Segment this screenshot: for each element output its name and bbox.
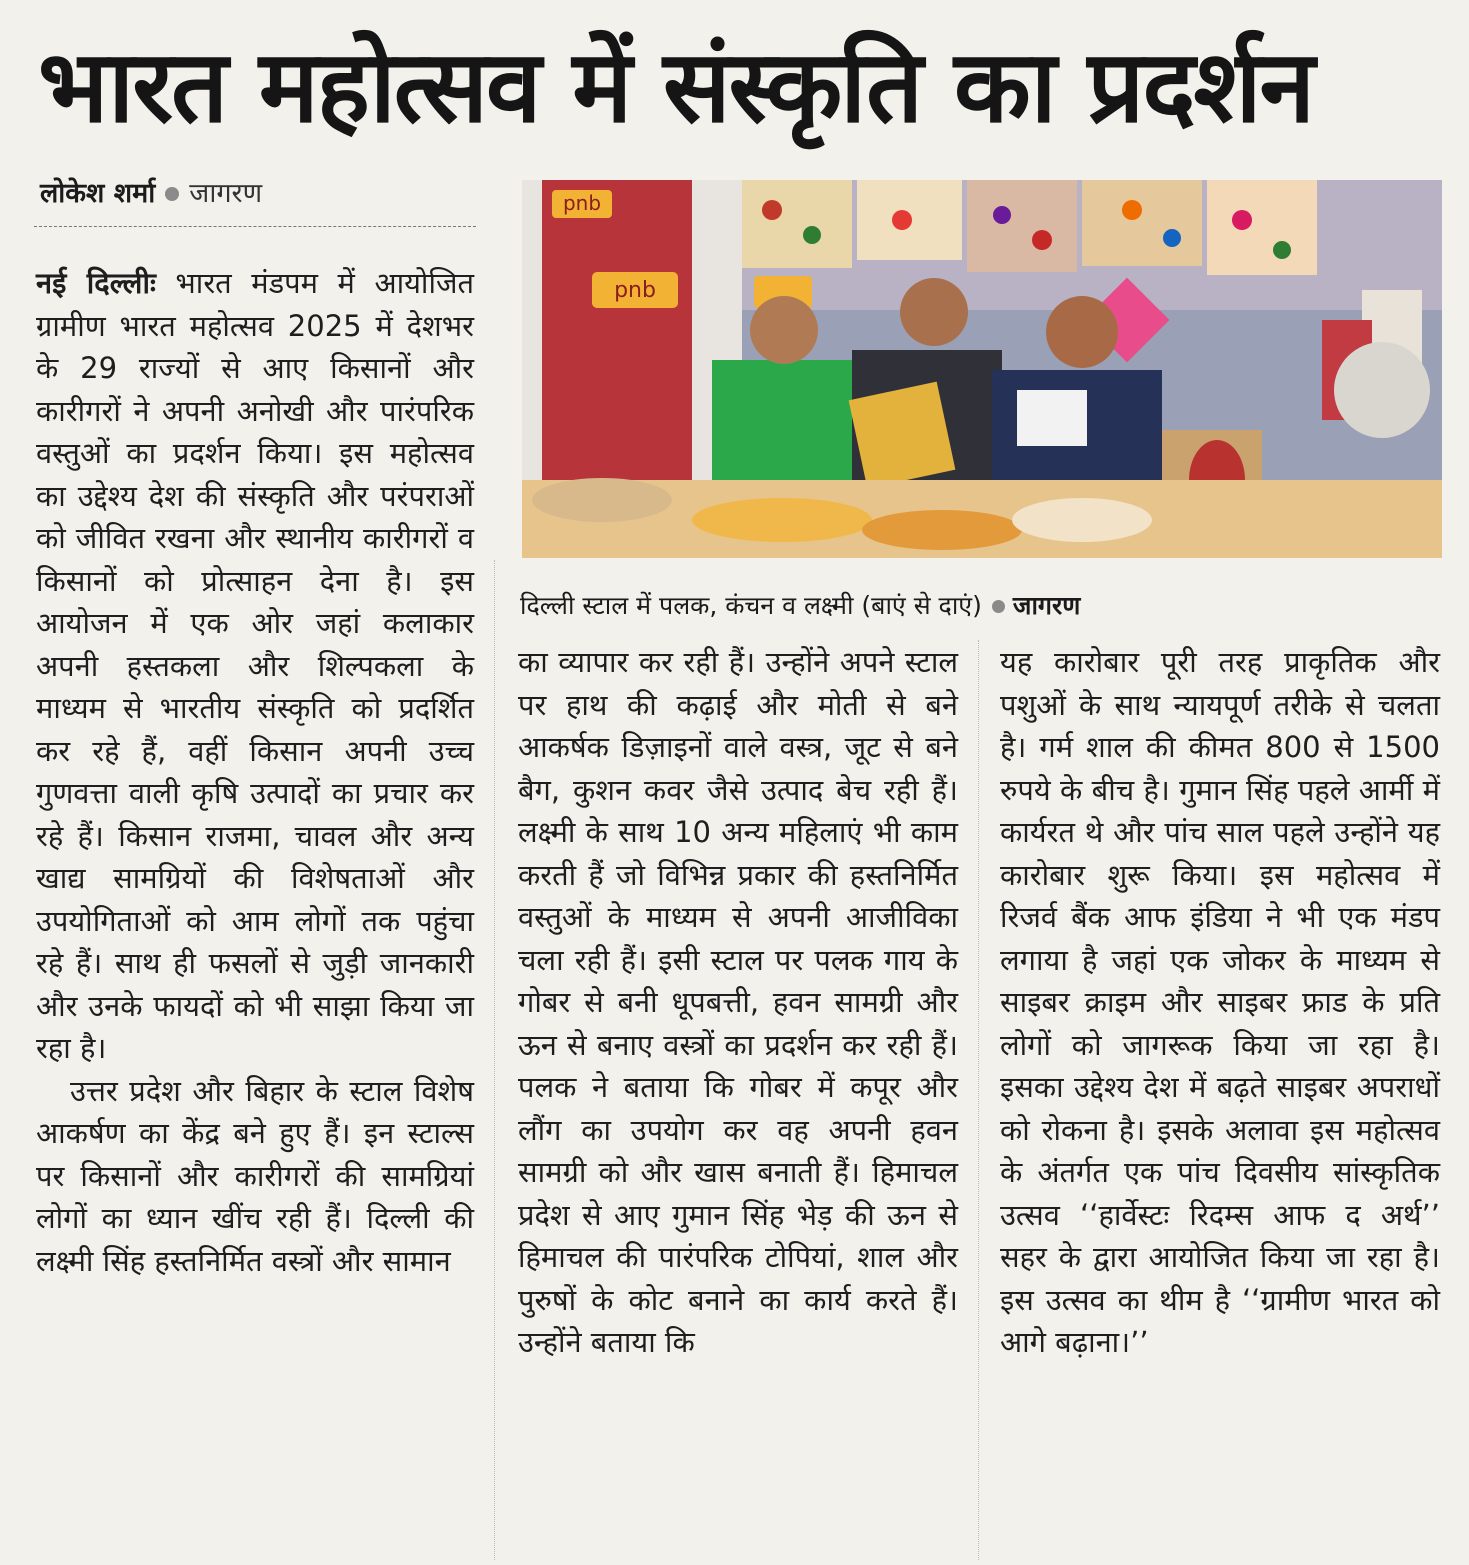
article-photo bbox=[522, 180, 1442, 558]
article-column-2 bbox=[518, 641, 958, 1561]
caption-text: दिल्ली स्टाल में पलक, कंचन व लक्ष्मी (बाएं से दाएं) bbox=[520, 591, 982, 620]
headline: भारत महोत्सव में संस्कृति का प्रदर्शन bbox=[38, 28, 1313, 145]
stall-photo-illustration bbox=[522, 180, 1442, 558]
author-name: लोकेश शर्मा bbox=[40, 178, 156, 209]
caption-source: जागरण bbox=[1012, 591, 1081, 620]
byline-source: जागरण bbox=[189, 178, 263, 209]
byline bbox=[40, 176, 480, 212]
pnb-logo-text: pnb bbox=[562, 191, 602, 215]
photo-caption bbox=[520, 588, 1450, 624]
column-divider bbox=[494, 560, 495, 1560]
byline-divider bbox=[34, 226, 476, 227]
column-divider bbox=[978, 640, 979, 1560]
article-column-3 bbox=[1000, 641, 1440, 1561]
article-paragraph-1 bbox=[36, 262, 474, 1070]
article-paragraph-2: उत्तर प्रदेश और बिहार के स्टाल विशेष आकर्षण का केंद्र बने हुए हैं। इन स्टाल्स पर किसानों और कारीगरों की सामग्रियां लोगों का ध्यान खींच रही हैं। दिल्ली की लक्ष्मी सिंह हस्तनिर्मित वस्त्रों और सामान bbox=[36, 1073, 474, 1278]
bullet-dot-icon bbox=[992, 600, 1005, 613]
paragraph-1-text: भारत मंडपम में आयोजित ग्रामीण भारत महोत्सव 2025 में देशभर के 29 राज्यों से आए किसानों और कारीगरों ने अपनी अनोखी और पारंपरिक वस्तुओं का प्रदर्शन किया। इस महोत्सव का उद्देश्य देश की संस्कृति और परंपराओं को जीवित रखना और स्थानीय कारीगरों व किसानों को प्रोत्साहन देना है। इस आयोजन में एक ओर जहां कलाकार अपनी हस्तकला और शिल्पकला के माध्यम से भारतीय संस्कृति को प्रदर्शित कर रहे हैं, वहीं किसान अपनी उच्च गुणवत्ता वाली कृषि उत्पादों का प्रचार कर रहे हैं। किसान राजमा, चावल और अन्य खाद्य सामग्रियों की विशेषताओं और उपयोगिताओं को आम लोगों तक पहुंचा रहे हैं। साथ ही फसलों से जुड़ी जानकारी और उनके फायदों को भी साझा किया जा रहा है। bbox=[36, 266, 475, 1065]
article-column-1 bbox=[36, 262, 474, 1557]
pnb-logo-text: pnb bbox=[614, 278, 656, 303]
bullet-dot-icon bbox=[165, 187, 179, 201]
dateline: नई दिल्लीः bbox=[36, 266, 156, 300]
article-paragraph-3: का व्यापार कर रही हैं। उन्होंने अपने स्टाल पर हाथ की कढ़ाई और मोती से बने आकर्षक डिज़ाइनों वाले वस्त्र, जूट से बने बैग, कुशन कवर जैसे उत्पाद बेच रही हैं। लक्ष्मी के साथ 10 अन्य महिलाएं भी काम करती हैं जो विभिन्न प्रकार की हस्तनिर्मित वस्तुओं के माध्यम से अपनी आजीविका चला रही हैं। इसी स्टाल पर पलक गाय के गोबर से बनी धूपबत्ती, हवन सामग्री और ऊन से बनाए वस्त्रों का प्रदर्शन कर रही हैं। पलक ने बताया कि गोबर में कपूर और लौंग का उपयोग कर वह अपनी हवन सामग्री को और खास बनाती हैं। हिमाचल प्रदेश से आए गुमान सिंह भेड़ की ऊन से हिमाचल की पारंपरिक टोपियां, शाल और पुरुषों के कोट बनाने का कार्य करते हैं। उन्होंने बताया कि bbox=[518, 645, 958, 1359]
article-paragraph-4: यह कारोबार पूरी तरह प्राकृतिक और पशुओं के साथ न्यायपूर्ण तरीके से चलता है। गर्म शाल की कीमत 800 से 1500 रुपये के बीच है। गुमान सिंह पहले आर्मी में कार्यरत थे और पांच साल पहले उन्होंने यह कारोबार शुरू किया। इस महोत्सव में रिजर्व बैंक आफ इंडिया ने भी एक मंडप लगाया है जहां एक जोकर के माध्यम से साइबर क्राइम और साइबर फ्राड के प्रति लोगों को जागरूक किया जा रहा है। इसका उद्देश्य देश में बढ़ते साइबर अपराधों को रोकना है। इसके अलावा इस महोत्सव के अंतर्गत एक पांच दिवसीय सांस्कृतिक उत्सव ‘‘हार्वेस्टः रिदम्स आफ द अर्थ’’ सहर के द्वारा आयोजित किया जा रहा है। इस उत्सव का थीम है ‘‘ग्रामीण भारत को आगे बढ़ाना।’’ bbox=[1000, 645, 1440, 1359]
